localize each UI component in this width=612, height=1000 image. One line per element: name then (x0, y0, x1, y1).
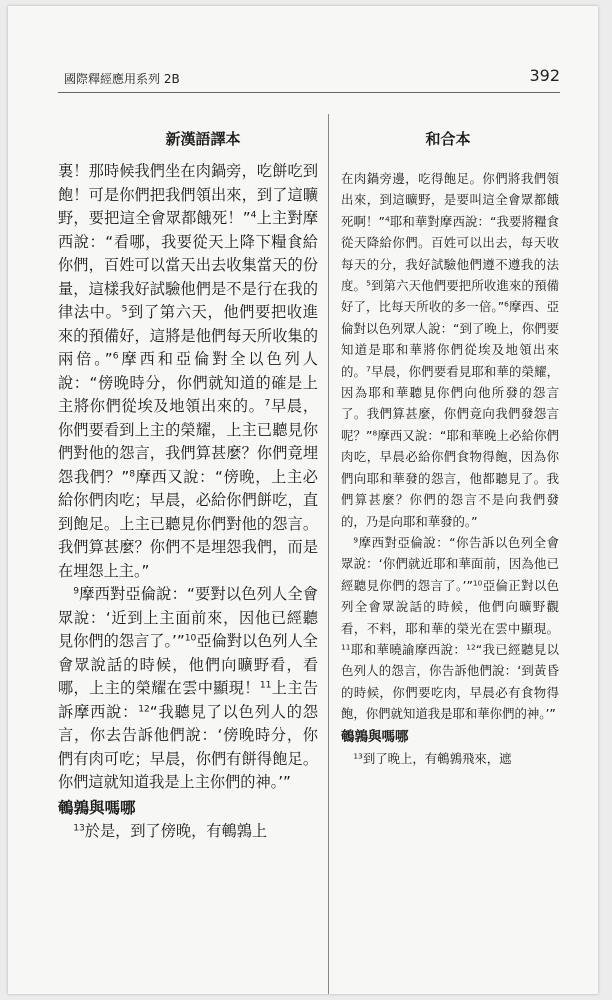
left-column-text (58, 160, 318, 844)
verse-number: 8 (372, 428, 378, 438)
verse-number: 4 (384, 214, 390, 224)
verse-number: 13 (73, 823, 85, 834)
verse-number: 6 (504, 299, 509, 309)
passage-paragraph: $^{13}$到了晚上，有鵪鶉飛來，遮 (353, 750, 512, 766)
verse-number: 7 (264, 398, 271, 409)
page-number: 392 (529, 66, 560, 85)
verse-number: 10 (472, 578, 483, 588)
running-header (64, 68, 560, 90)
verse-number: 4 (250, 210, 257, 221)
verse-number: 7 (366, 364, 371, 374)
passage-paragraph: 在肉鍋旁邊，吃得飽足。你們將我們領出來，到這曠野，是要叫這全會眾都餓死啊！”$^4$耶和華對摩西說：“我要將糧食從天降給你們。百姓可以出去，每天收每天的分，我好試驗他們遵不遵我的法度。$^5$到第六天他們要把所收進來的預備好了，比每天所收的多一倍。”$^6$摩西、亞倫對以色列眾人說：“到了晚上，你們要知道是耶和華將你們從埃及地領出來的。$^7$早晨，你們要看見耶和華的榮耀，因為耶和華聽見你們向他所發的怨言了。我們算甚麼，你們竟向我們發怨言呢？”$^8$摩西又說：“耶和華晚上必給你們肉吃，早晨必給你們食物得飽，因為你們向耶和華發的怨言，他都聽見了。我們算甚麼？你們的怨言不是向我們發的，乃是向耶和華發的。” (341, 171, 560, 529)
verse-number: 11 (259, 680, 272, 691)
verse-number: 10 (184, 633, 197, 644)
column-divider (328, 114, 329, 994)
right-column-text (341, 168, 559, 769)
verse-number: 12 (466, 642, 476, 652)
section-subheading: 鵪鶉與嗎哪 (58, 798, 136, 817)
verse-number: 11 (341, 642, 351, 652)
series-title: 國際釋經應用系列 2B (64, 72, 180, 86)
verse-number: 13 (353, 751, 363, 761)
verse-number: 6 (112, 351, 119, 362)
verse-number: 9 (73, 586, 79, 597)
verse-number: 8 (129, 469, 136, 480)
section-subheading: 鵪鶉與嗎哪 (341, 728, 409, 745)
header-rule (58, 92, 560, 93)
verse-number: 5 (366, 278, 371, 288)
verse-number: 5 (121, 304, 128, 315)
book-page (8, 6, 598, 994)
right-column-title: 和合本 (425, 130, 471, 148)
passage-paragraph: $^9$摩西對亞倫說：“你告訴以色列全會眾說：‘你們就近耶和華面前，因為他已經聽見你們的怨言了。’”$^{10}$亞倫正對以色列全會眾說話的時候，他們向曠野觀看，不料，耶和華的榮光在雲中顯現。$^{11}$耶和華曉諭摩西說：$^{12}$“我已經聽見以色列人的怨言，你告訴他們說：‘到黃昏的時候，你們要吃肉，早晨必有食物得飽，你們就知道我是耶和華你們的神。’” (341, 534, 560, 722)
passage-paragraph: $^9$摩西對亞倫說：“要對以色列人全會眾說：‘近到上主面前來，因他已經聽見你們的怨言了。’”$^{10}$亞倫對以色列人全會眾說話的時候，他們向曠野看，看哪，上主的榮耀在雲中顯現！$^{11}$上主告訴摩西說：$^{12}$“我聽見了以色列人的怨言，你去告訴他們說：‘傍晚時分，你們有肉可吃；早晨，你們有餅得飽足。你們這就知道我是上主你們的神。’” (58, 585, 319, 791)
verse-number: 9 (353, 535, 359, 545)
left-column-title: 新漢語譯本 (165, 130, 241, 148)
passage-paragraph: 裏！那時候我們坐在肉鍋旁，吃餅吃到飽！可是你們把我們領出來，到了這曠野，要把這全會眾都餓死！”$^4$上主對摩西說：“看哪，我要從天上降下糧食給你們，百姓可以當天出去收集當天的份量，這樣我好試驗他們是不是行在我的律法中。$^5$到了第六天，他們要把收進來的預備好，這將是他們每天所收集的兩倍。”$^6$摩西和亞倫對全以色列人說：“傍晚時分，你們就知道的確是上主將你們從埃及地領出來的。$^7$早晨，你們要看到上主的榮耀，上主已聽見你們對他的怨言，我們算甚麼？你們竟埋怨我們？”$^8$摩西又說：“傍晚，上主必給你們肉吃；早晨，必給你們餅吃，直到飽足。上主已聽見你們對他的怨言。我們算甚麼？你們不是埋怨我們，而是在埋怨上主。” (58, 162, 319, 580)
verse-number: 12 (138, 704, 150, 715)
passage-paragraph: $^{13}$於是，到了傍晚，有鵪鶉上 (73, 822, 268, 840)
